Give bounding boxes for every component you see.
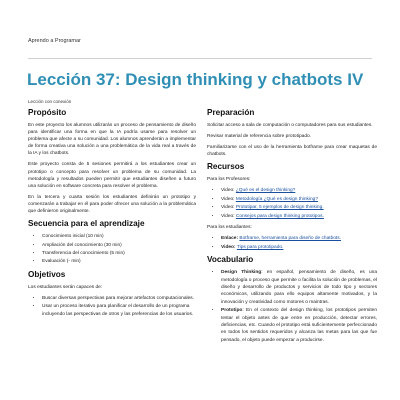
recursos-estudiantes-label: Para los estudiantes: <box>207 225 252 231</box>
resource-link[interactable]: Prototipar, 5 ejemplos de design thinking. <box>235 205 324 211</box>
secuencia-list <box>28 233 196 266</box>
list-item: • Evaluación (- min) <box>42 258 196 265</box>
recursos-profesores-label: Para los Profesores: <box>207 177 251 183</box>
list-item: • Conocimiento inicial (10 min) <box>42 233 196 240</box>
list-item <box>221 244 377 251</box>
list-item: • Ampliación del conocimiento (30 min) <box>42 242 196 249</box>
list-item <box>221 187 377 194</box>
recursos-heading: Recursos <box>207 162 245 172</box>
resource-type: Video: <box>221 244 237 250</box>
course-name: Aprendo a Programar <box>28 38 81 44</box>
proposito-section <box>28 108 196 215</box>
header-divider <box>28 58 372 59</box>
resource-link[interactable]: Botframe, herramienta para diseño de chatbots. <box>239 236 341 242</box>
vocabulario-section <box>207 255 377 344</box>
preparacion-paragraph: Familiarizarse con el uso de la herramienta botframe para crear maquetas de chatbots. <box>207 145 377 158</box>
proposito-heading: Propósito <box>28 108 67 117</box>
preparacion-paragraph: Revisar material de referencia sobre prototipado. <box>207 134 311 140</box>
list-item <box>221 235 377 242</box>
resource-type: Video: <box>221 205 236 211</box>
vocabulario-heading: Vocabulario <box>207 255 254 265</box>
preparacion-heading: Preparación <box>207 108 255 117</box>
list-item <box>221 307 377 344</box>
resource-link[interactable]: Consejos para design thinking prototipos. <box>235 213 324 219</box>
list-item <box>221 196 377 203</box>
objetivos-heading: Objetivos <box>28 269 66 279</box>
right-column <box>207 108 377 348</box>
list-item: • Transferencia del conocimiento (5 min) <box>42 250 196 257</box>
resource-type: Enlace: <box>221 236 240 242</box>
proposito-paragraph: En este proyecto los alumnos utilizarán un proceso de pensamiento de diseño para identificar una forma en que la IA podría usarse para resolver un problema que afecte a su comunidad. Los alumnos aprenderán a implementar de forma creativa una solución a una problemática de la vida real a través de la IA y los chatbots. <box>28 123 196 157</box>
list-item <box>221 213 377 220</box>
resource-type: Video: <box>221 188 236 194</box>
preparacion-paragraph: Solicitar acceso a sala de computación o computadores para sus estudiantes. <box>207 123 373 128</box>
list-item <box>221 204 377 211</box>
vocab-term: Prototipo <box>221 308 243 314</box>
recursos-profesores-list <box>207 187 377 220</box>
recursos-section <box>207 162 377 251</box>
left-column <box>28 108 196 322</box>
list-item <box>221 269 377 306</box>
lesson-connection-note: Lección con conexión <box>28 99 72 104</box>
vocab-definition: : en español, pensamiento de diseño, es una metodología o proceso que permite o facilita la solución de problemas, el diseño y desarrollo de productos y servicios de todo tipo y sectores económicos, utilizando para ello equipos altamente motivados, y la innovación y creatividad como motores o maintras. <box>221 270 377 305</box>
secuencia-section <box>28 219 196 266</box>
resource-type: Video: <box>221 213 236 219</box>
proposito-paragraph: En la tercera y cuarta sesión los estudiantes definirán un prototipo y comenzarán a trabajar en él para poder ofrecer una solución a la problemática que definieron originalmente. <box>28 194 196 215</box>
resource-type: Video: <box>221 196 236 202</box>
objetivos-intro: Los estudiantes serán capaces de: <box>28 284 103 290</box>
vocab-definition: : En el contexto del design thinking, los prototipos permiten testar el objeto antes de que entre en producción, detectar errores, deficiencias, etc. Cuando el prototipo está suficientemente perfeccionado en todos los sentidos requeridos y alcanza las metas para las que fue pensado, el objeto puede empezar a producirse. <box>221 308 377 343</box>
list-item: • Buscar diversas perspectivas para mejorar artefactos computacionales. <box>42 295 196 302</box>
objetivos-list <box>28 295 196 318</box>
vocab-term: Design Thinking <box>221 270 262 276</box>
page-title: Lección 37: Design thinking y chatbots IV <box>27 70 364 89</box>
secuencia-heading: Secuencia para el aprendizaje <box>28 219 145 229</box>
proposito-paragraph: Este proyecto consta de 5 sesiones permitirá a los estudiantes crear un prototipo o concepto para resolver un problema de su comunidad. La metodología y resultados pueden permitir que estudiantes diseñen a futuro una solución en software concreta para resolver el problema. <box>28 162 196 189</box>
preparacion-section <box>207 108 377 158</box>
vocabulario-list <box>207 269 377 344</box>
recursos-estudiantes-list <box>207 235 377 251</box>
resource-link[interactable]: Metodología ¿Qué es design thinking? <box>235 196 318 202</box>
resource-link[interactable]: Tips para prototipado. <box>236 244 284 250</box>
resource-link[interactable]: ¿Qué es el design thinking? <box>235 188 296 194</box>
objetivos-section <box>28 270 196 318</box>
list-item: • Usar un proceso iterativo para planificar el desarrollo de un programa incluyendo las perspectivas de otros y las preferencias de los usuarios. <box>42 303 196 318</box>
